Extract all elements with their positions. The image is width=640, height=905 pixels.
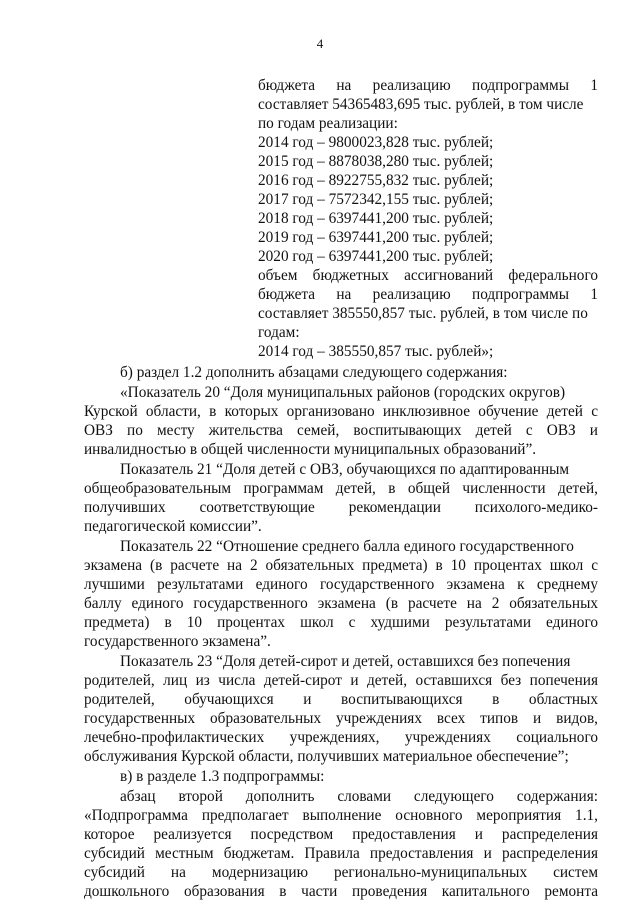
text-line: предмета) в 10 процентах школ с худшими результатами единого — [84, 614, 598, 631]
text-line: 2020 год – 6397441,200 тыс. рублей; — [258, 248, 494, 265]
text-line: 2018 год – 6397441,200 тыс. рублей; — [258, 210, 494, 227]
text-line: годам: — [258, 324, 300, 341]
text-line: составляет 385550,857 тыс. рублей, в том числе по — [258, 305, 588, 322]
text-line: баллу единого государственного экзамена (в расчете на 2 обязательных — [84, 595, 598, 612]
text-line: лечебно-профилактических учреждениях, учреждениях социального — [84, 729, 598, 746]
text-line: 2015 год – 8878038,280 тыс. рублей; — [258, 153, 494, 170]
text-line: по годам реализации: — [258, 115, 398, 132]
text-line: Показатель 21 “Доля детей с ОВЗ, обучающихся по адаптированным — [120, 461, 570, 478]
text-line: которое реализуется посредством предоставления и распределения — [84, 826, 598, 843]
text-line: государственного экзамена”. — [84, 633, 271, 650]
text-line: дошкольного образования в части проведения капитального ремонта — [84, 883, 598, 900]
text-line: составляет 54365483,695 тыс. рублей, в том числе — [258, 96, 584, 113]
text-line: получивших соответствующие рекомендации психолого-медико- — [84, 499, 598, 516]
text-line: б) раздел 1.2 дополнить абзацами следующего содержания: — [120, 364, 508, 381]
text-line: бюджета на реализацию подпрограммы 1 — [258, 77, 598, 94]
text-line: объем бюджетных ассигнований федерального — [258, 267, 598, 284]
page-number: 4 — [316, 36, 324, 51]
text-line: 2014 год – 9800023,828 тыс. рублей; — [258, 134, 494, 151]
text-line: 2017 год – 7572342,155 тыс. рублей; — [258, 191, 494, 208]
text-line: «Подпрограмма предполагает выполнение основного мероприятия 1.1, — [84, 807, 598, 824]
text-line: экзамена (в расчете на 2 обязательных предмета) в 10 процентах школ с — [84, 557, 598, 574]
text-line: 2016 год – 8922755,832 тыс. рублей; — [258, 172, 494, 189]
text-line: Курской области, в которых организовано инклюзивное обучение детей с — [84, 403, 598, 420]
text-line: обслуживания Курской области, получивших материальное обеспечение”; — [84, 748, 569, 765]
text-line: педагогической комиссии”. — [84, 518, 262, 535]
text-line: в) в разделе 1.3 подпрограммы: — [120, 768, 325, 785]
text-line: бюджета на реализацию подпрограммы 1 — [258, 286, 598, 303]
text-line: 2014 год – 385550,857 тыс. рублей»; — [258, 343, 494, 360]
text-line: общеобразовательным программам детей, в общей численности детей, — [84, 480, 598, 497]
text-line: 2019 год – 6397441,200 тыс. рублей; — [258, 229, 494, 246]
text-line: Показатель 23 “Доля детей-сирот и детей, оставшихся без попечения — [120, 653, 571, 670]
text-line: лучшими результатами единого государственного экзамена к среднему — [84, 576, 598, 593]
text-line: «Показатель 20 “Доля муниципальных районов (городских округов) — [120, 384, 566, 401]
text-line: субсидий местным бюджетам. Правила предоставления и распределения — [84, 845, 598, 862]
text-line: Показатель 22 “Отношение среднего балла единого государственного — [120, 538, 574, 555]
text-line: ОВЗ по месту жительства семей, воспитывающих детей с ОВЗ и — [84, 422, 598, 439]
text-line: государственных образовательных учреждениях всех типов и видов, — [84, 710, 598, 727]
text-line: инвалидностью в общей численности муниципальных образований”. — [84, 441, 537, 458]
text-line: родителей, обучающихся и воспитывающихся в областных — [84, 691, 598, 708]
text-line: субсидий на модернизацию регионально-муниципальных систем — [84, 864, 598, 881]
text-line: абзац второй дополнить словами следующего содержания: — [120, 788, 598, 805]
text-line: родителей, лиц из числа детей-сирот и детей, оставшихся без попечения — [84, 672, 598, 689]
